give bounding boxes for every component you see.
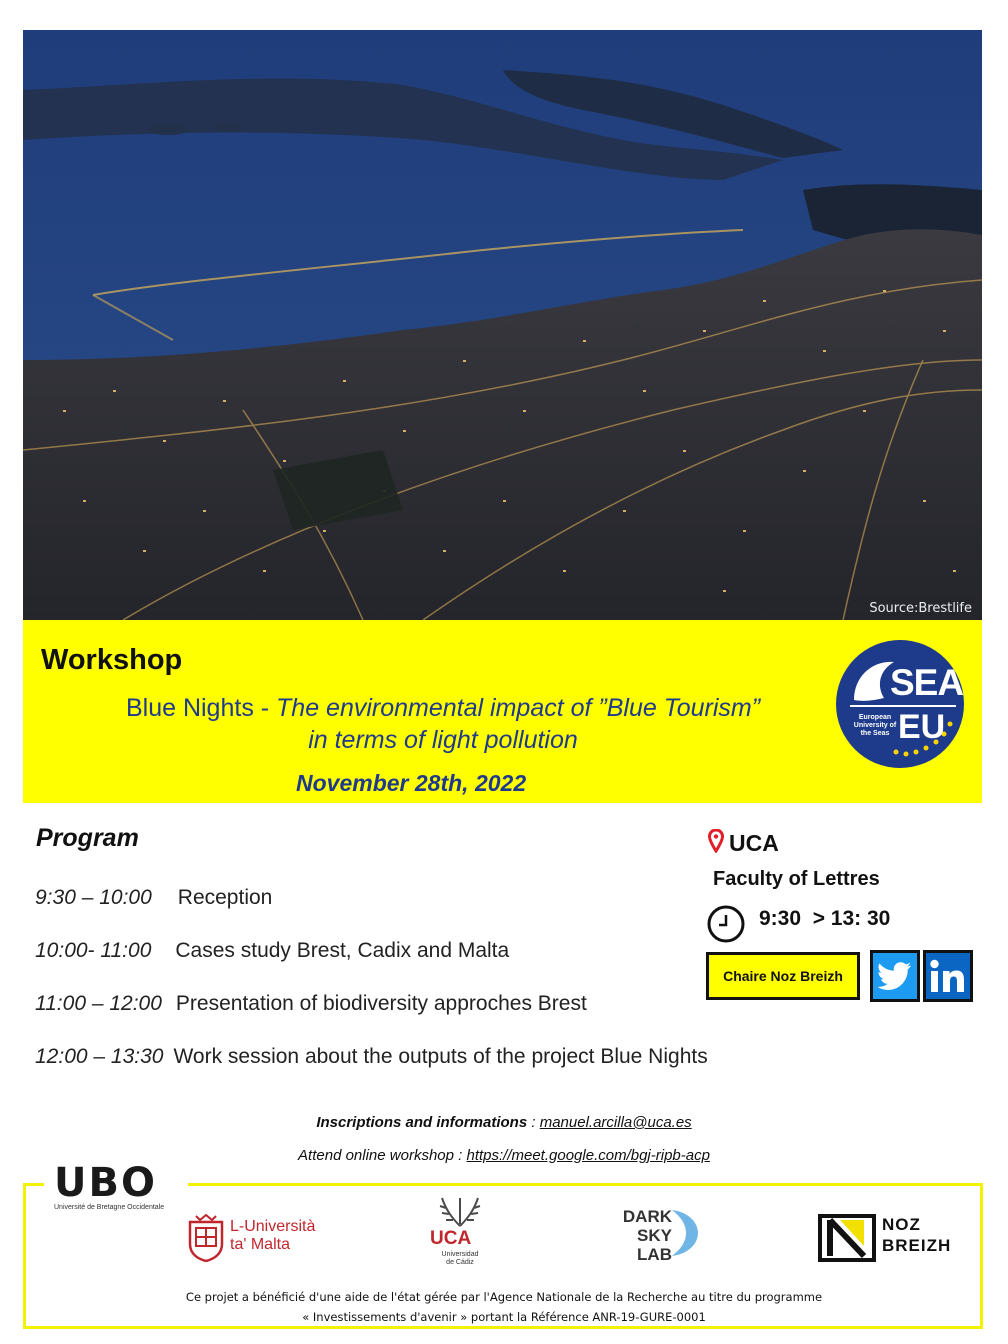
- program-item: [35, 992, 587, 1016]
- seal-eu-text: EU: [898, 708, 946, 746]
- dark-sky-lab-logo: [616, 1207, 672, 1264]
- program-item: [35, 939, 509, 963]
- uca-sub-line-2: de Cádiz: [446, 1259, 474, 1266]
- funding-line-1: Ce projet a bénéficié d'une aide de l'état gérée par l'Agence Nationale de la Recherche au titre du programme: [185, 1290, 823, 1304]
- ubo-logo-subtitle: Université de Bretagne Occidentale: [54, 1204, 165, 1211]
- twitter-button[interactable]: [870, 950, 920, 1002]
- program-title: Program: [36, 824, 139, 852]
- venue-faculty: Faculty of Lettres: [713, 868, 880, 890]
- program-item: [35, 1045, 708, 1069]
- venue-hours: 9:30 > 13: 30: [759, 907, 891, 930]
- online-label: Attend online workshop :: [298, 1147, 467, 1164]
- ubo-logo-text: UBO: [54, 1160, 157, 1206]
- dsl-line-3: LAB: [637, 1245, 672, 1264]
- online-meeting-link[interactable]: https://meet.google.com/bgj-ripb-acp: [466, 1147, 710, 1164]
- noz-breizh-mark-icon: [818, 1214, 876, 1262]
- hero-photo: [23, 30, 982, 620]
- sea-eu-logo: [836, 640, 964, 768]
- program-label: Work session about the outputs of the project Blue Nights: [173, 1045, 708, 1068]
- program-time: 11:00 – 12:00: [35, 992, 162, 1015]
- photo-credit: Source:Brestlife: [869, 601, 972, 616]
- location-pin-icon: [708, 829, 724, 853]
- dsl-line-1: DARK: [622, 1207, 672, 1226]
- uca-laurel-icon: [432, 1194, 488, 1228]
- inscriptions-label: Inscriptions and informations: [316, 1114, 528, 1131]
- workshop-subtitle: [63, 692, 823, 756]
- dsl-line-2: SKY: [637, 1226, 672, 1245]
- subtitle-plain: Blue Nights -: [125, 694, 277, 722]
- moon-icon: [668, 1208, 700, 1258]
- noz-line-1: NOZ: [882, 1215, 921, 1234]
- uca-sub-line-1: Universidad: [441, 1251, 479, 1258]
- funding-notice: [0, 1287, 1008, 1327]
- program-label: Cases study Brest, Cadix and Malta: [175, 939, 510, 962]
- workshop-date: November 28th, 2022: [296, 770, 527, 796]
- inscriptions-line: [0, 1114, 1008, 1131]
- sea-eu-wave-icon: [836, 640, 964, 768]
- malta-logo-text: [230, 1218, 315, 1254]
- uca-logo-subtitle: [434, 1251, 486, 1267]
- city-night-illustration: [23, 30, 982, 620]
- chaire-noz-breizh-button[interactable]: Chaire Noz Breizh: [706, 952, 860, 1000]
- contact-email-link[interactable]: manuel.arcilla@uca.es: [539, 1114, 692, 1131]
- program-time: 12:00 – 13:30: [35, 1045, 164, 1068]
- program-time: 9:30 – 10:00: [35, 886, 152, 909]
- twitter-icon: [878, 962, 912, 990]
- program-label: Presentation of biodiversity approches Brest: [175, 992, 587, 1015]
- program-label: Reception: [177, 886, 273, 909]
- subtitle-italic-1: The environmental impact of ”Blue Tourism”: [276, 694, 761, 722]
- seal-sea-text: SEA: [890, 662, 964, 703]
- noz-line-2: BREIZH: [882, 1236, 952, 1255]
- funding-line-2: « Investissements d'avenir » portant la Référence ANR-19-GURE-0001: [302, 1310, 706, 1324]
- seal-small-text: European University of the Seas: [853, 714, 897, 737]
- venue-name: UCA: [729, 830, 779, 856]
- uca-logo-text: [430, 1228, 471, 1250]
- title-banner: [23, 620, 982, 803]
- malta-line-2: ta' Malta: [230, 1236, 290, 1253]
- linkedin-button[interactable]: [923, 950, 973, 1002]
- clock-icon: [706, 904, 746, 944]
- noz-breizh-logo-text: [882, 1214, 951, 1256]
- ubo-logo: [44, 1160, 188, 1216]
- workshop-title: Workshop: [41, 644, 183, 676]
- uca-logo-word: UCA: [430, 1228, 472, 1249]
- program-item: [35, 886, 272, 910]
- program-time: 10:00- 11:00: [35, 939, 152, 962]
- subtitle-italic-2: in terms of light pollution: [308, 726, 578, 754]
- inscriptions-separator: :: [527, 1114, 540, 1131]
- malta-line-1: L-Università: [230, 1218, 316, 1235]
- linkedin-icon: [928, 958, 968, 994]
- malta-crest-icon: [186, 1214, 226, 1262]
